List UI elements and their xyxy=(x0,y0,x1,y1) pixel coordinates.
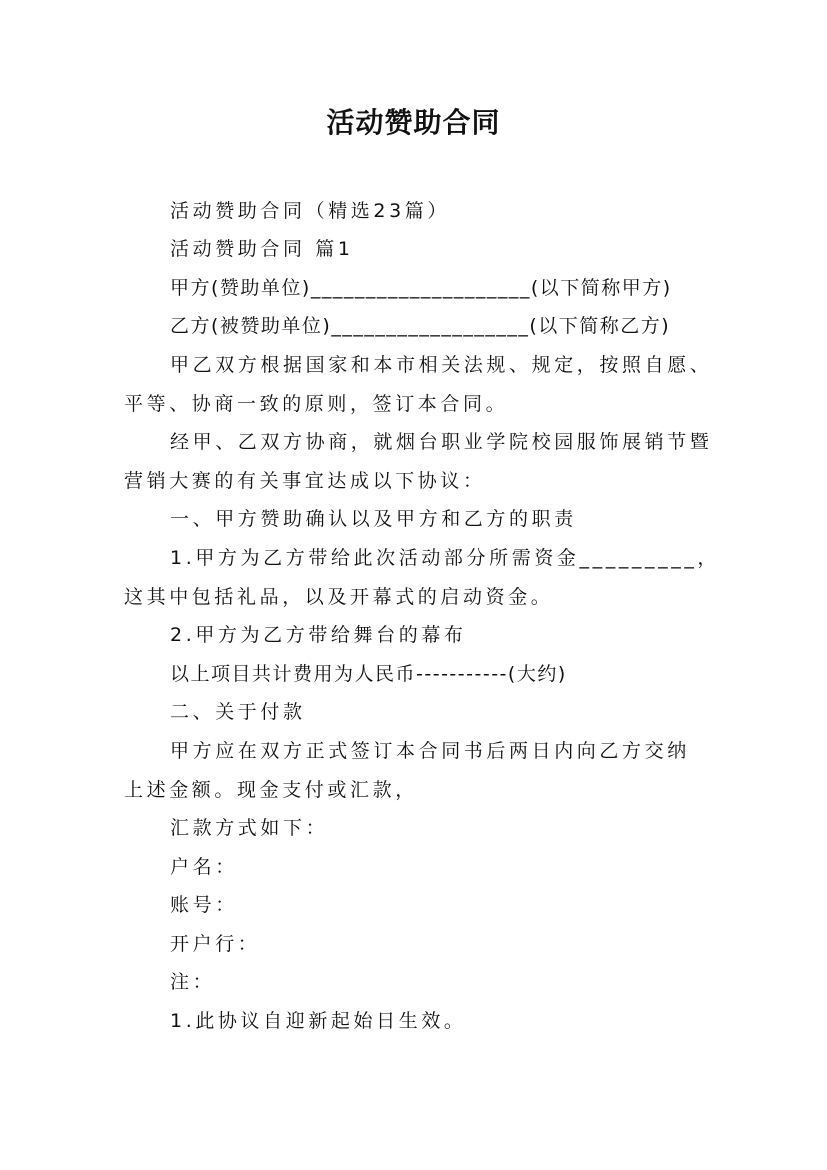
paragraph-line: 甲乙双方根据国家和本市相关法规、规定，按照自愿、 xyxy=(170,354,713,376)
paragraph-line: 甲方(赞助单位)____________________(以下简称甲方) xyxy=(170,277,672,299)
paragraph-account-number xyxy=(124,886,724,925)
paragraph-line: 一、甲方赞助确认以及甲方和乙方的职责 xyxy=(170,508,577,530)
paragraph-party-b xyxy=(124,307,724,346)
paragraph-line: 账号： xyxy=(170,894,238,916)
paragraph-note-heading xyxy=(124,963,724,1002)
paragraph-agreement-basis xyxy=(124,346,724,423)
paragraph-item-one xyxy=(124,539,724,616)
paragraph-line: 汇款方式如下： xyxy=(170,817,329,839)
paragraph-line: 活动赞助合同（精选23篇） xyxy=(170,200,450,222)
paragraph-section-heading xyxy=(124,230,724,269)
paragraph-subtitle xyxy=(124,192,724,231)
paragraph-section-one-heading xyxy=(124,500,724,539)
paragraph-remittance-method xyxy=(124,809,724,848)
paragraph-line: 平等、协商一致的原则，签订本合同。 xyxy=(124,392,509,415)
paragraph-line: 活动赞助合同 篇1 xyxy=(170,238,354,260)
paragraph-item-two xyxy=(124,616,724,655)
paragraph-section-two-heading xyxy=(124,693,724,732)
paragraph-line: 户名： xyxy=(170,856,238,878)
paragraph-line: 甲方应在双方正式签订本合同书后两日内向乙方交纳 xyxy=(170,740,690,762)
paragraph-total-cost xyxy=(124,655,724,694)
document-title: 活动赞助合同 xyxy=(326,106,501,139)
paragraph-line: 经甲、乙双方协商，就烟台职业学院校园服饰展销节暨 xyxy=(170,431,713,453)
paragraph-line: 1.此协议自迎新起始日生效。 xyxy=(170,1010,467,1032)
paragraph-line: 这其中包括礼品，以及开幕式的启动资金。 xyxy=(124,585,554,608)
paragraph-line: 注： xyxy=(170,971,216,993)
paragraph-line: 乙方(被赞助单位)__________________(以下简称乙方) xyxy=(170,315,671,337)
paragraph-line: 以上项目共计费用为人民币-----------(大约) xyxy=(170,663,567,685)
paragraph-line: 开户行： xyxy=(170,933,261,955)
paragraph-line: 2.甲方为乙方带给舞台的幕布 xyxy=(170,624,467,646)
paragraph-line: 营销大赛的有关事宜达成以下协议： xyxy=(124,469,486,492)
paragraph-payment-terms xyxy=(124,732,724,809)
paragraph-account-name xyxy=(124,848,724,887)
paragraph-line: 二、关于付款 xyxy=(170,701,306,723)
paragraph-negotiation xyxy=(124,423,724,500)
paragraph-line: 上述金额。现金支付或汇款， xyxy=(124,778,418,801)
paragraph-line: 1.甲方为乙方带给此次活动部分所需资金_________， xyxy=(170,547,721,569)
paragraph-note-one xyxy=(124,1002,724,1041)
paragraph-party-a xyxy=(124,269,724,308)
paragraph-bank xyxy=(124,925,724,964)
